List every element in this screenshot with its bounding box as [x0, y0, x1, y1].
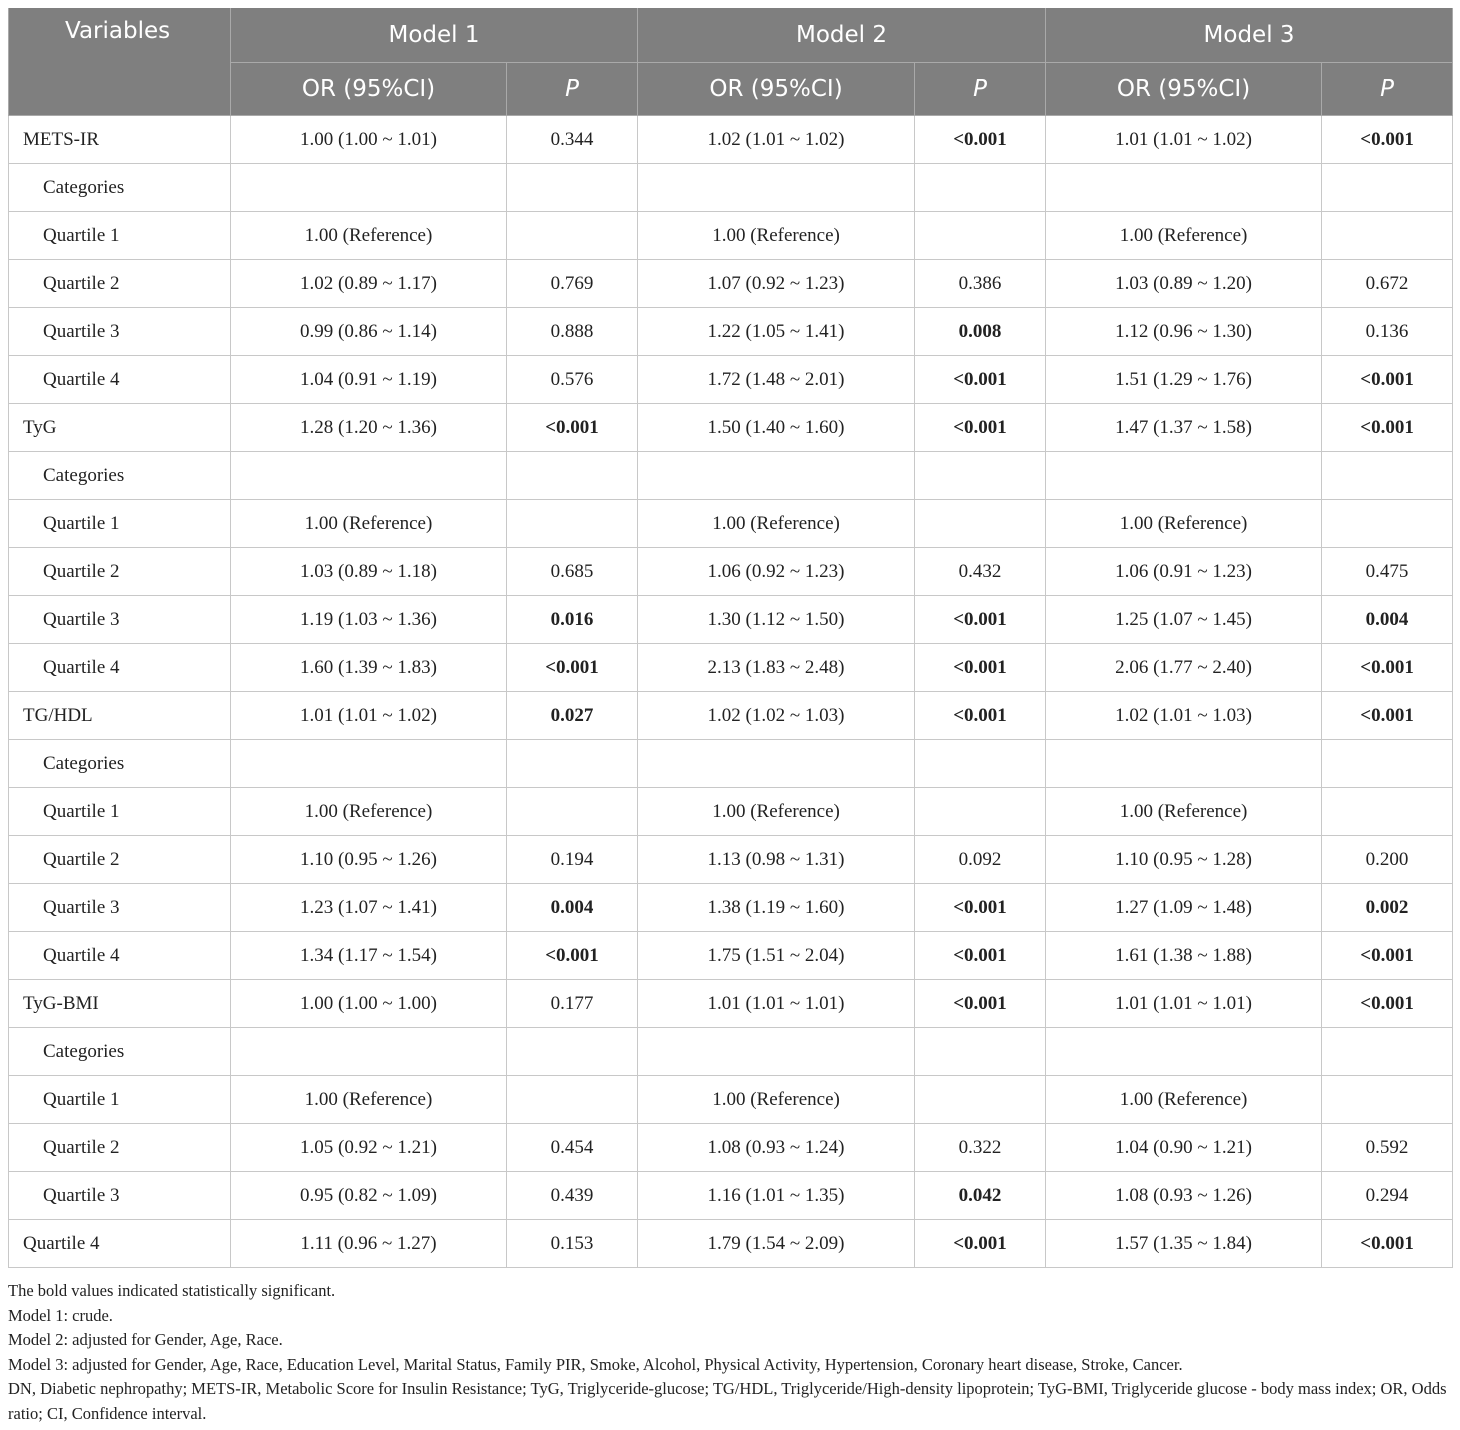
p-value-cell	[507, 1028, 638, 1076]
p-value-cell	[507, 164, 638, 212]
footnote: Model 3: adjusted for Gender, Age, Race, Education Level, Marital Status, Family PIR, Smoke, Alcohol, Physical Activity, Hypertension, Coronary heart disease, Stroke, Cancer.	[8, 1354, 1183, 1374]
row-label: Quartile 2	[9, 548, 231, 596]
table-row	[9, 1220, 1453, 1268]
odds-ratio-cell	[638, 740, 915, 788]
header-p: P	[1322, 63, 1453, 116]
odds-ratio-cell: 1.00 (Reference)	[231, 788, 507, 836]
table-row	[9, 596, 1453, 644]
p-value-cell	[507, 1076, 638, 1124]
p-value-cell	[915, 1028, 1046, 1076]
p-value-cell: <0.001	[915, 356, 1046, 404]
table-row	[9, 404, 1453, 452]
odds-ratio-cell: 1.02 (1.02 ~ 1.03)	[638, 692, 915, 740]
row-label: Quartile 2	[9, 1124, 231, 1172]
row-label: Quartile 3	[9, 308, 231, 356]
odds-ratio-cell: 1.12 (0.96 ~ 1.30)	[1046, 308, 1322, 356]
p-value-cell: <0.001	[1322, 404, 1453, 452]
odds-ratio-cell	[1046, 1028, 1322, 1076]
odds-ratio-cell	[638, 164, 915, 212]
odds-ratio-cell: 1.00 (Reference)	[231, 212, 507, 260]
p-value-cell: 0.136	[1322, 308, 1453, 356]
table-body	[9, 116, 1453, 1268]
p-value-cell	[915, 500, 1046, 548]
p-value-cell: 0.016	[507, 596, 638, 644]
p-value-cell: 0.888	[507, 308, 638, 356]
p-value-cell: <0.001	[1322, 692, 1453, 740]
p-value-cell: <0.001	[1322, 980, 1453, 1028]
odds-ratio-cell: 1.00 (1.00 ~ 1.01)	[231, 116, 507, 164]
table-row	[9, 212, 1453, 260]
odds-ratio-cell: 1.00 (Reference)	[1046, 500, 1322, 548]
p-value-cell: 0.576	[507, 356, 638, 404]
p-value-cell: <0.001	[915, 932, 1046, 980]
odds-ratio-cell: 1.25 (1.07 ~ 1.45)	[1046, 596, 1322, 644]
odds-ratio-cell	[231, 164, 507, 212]
table-row	[9, 1124, 1453, 1172]
p-value-cell: 0.344	[507, 116, 638, 164]
table-row	[9, 836, 1453, 884]
p-value-cell	[1322, 500, 1453, 548]
row-label: Categories	[9, 740, 231, 788]
odds-ratio-cell: 1.34 (1.17 ~ 1.54)	[231, 932, 507, 980]
header-or-ci: OR (95%CI)	[638, 63, 915, 116]
row-label: TG/HDL	[9, 692, 231, 740]
p-value-cell: <0.001	[915, 116, 1046, 164]
p-value-cell: <0.001	[1322, 356, 1453, 404]
p-value-cell	[915, 1076, 1046, 1124]
p-value-cell: 0.672	[1322, 260, 1453, 308]
odds-ratio-cell: 1.23 (1.07 ~ 1.41)	[231, 884, 507, 932]
odds-ratio-cell: 1.28 (1.20 ~ 1.36)	[231, 404, 507, 452]
table-row	[9, 932, 1453, 980]
row-label: Quartile 4	[9, 1220, 231, 1268]
footnote: DN, Diabetic nephropathy; METS-IR, Metabolic Score for Insulin Resistance; TyG, Triglyceride-glucose; TG/HDL, Triglyceride/High-density lipoprotein; TyG-BMI, Triglyceride glucose - body mass index; OR, Odds ratio; CI, Confidence interval.	[8, 1379, 1447, 1423]
odds-ratio-cell	[638, 452, 915, 500]
row-label: Quartile 3	[9, 596, 231, 644]
header-p: P	[915, 63, 1046, 116]
p-value-cell	[915, 452, 1046, 500]
p-value-cell: 0.008	[915, 308, 1046, 356]
table-row	[9, 884, 1453, 932]
row-label: Categories	[9, 452, 231, 500]
results-table	[8, 8, 1453, 1268]
odds-ratio-cell: 1.01 (1.01 ~ 1.02)	[231, 692, 507, 740]
table-row	[9, 500, 1453, 548]
row-label: Quartile 3	[9, 1172, 231, 1220]
odds-ratio-cell: 1.16 (1.01 ~ 1.35)	[638, 1172, 915, 1220]
odds-ratio-cell: 1.01 (1.01 ~ 1.02)	[1046, 116, 1322, 164]
header-model-1: Model 1	[231, 8, 638, 63]
p-value-cell	[507, 212, 638, 260]
table-row	[9, 1028, 1453, 1076]
header-variables: Variables	[9, 8, 231, 116]
row-label: Quartile 2	[9, 836, 231, 884]
odds-ratio-cell: 1.06 (0.91 ~ 1.23)	[1046, 548, 1322, 596]
odds-ratio-cell: 1.10 (0.95 ~ 1.26)	[231, 836, 507, 884]
odds-ratio-cell: 1.72 (1.48 ~ 2.01)	[638, 356, 915, 404]
table-row	[9, 164, 1453, 212]
odds-ratio-cell: 1.08 (0.93 ~ 1.24)	[638, 1124, 915, 1172]
p-value-cell	[1322, 452, 1453, 500]
p-value-cell: <0.001	[507, 932, 638, 980]
row-label: Quartile 4	[9, 356, 231, 404]
p-value-cell	[1322, 788, 1453, 836]
odds-ratio-cell: 2.06 (1.77 ~ 2.40)	[1046, 644, 1322, 692]
row-label: Quartile 1	[9, 212, 231, 260]
row-label: METS-IR	[9, 116, 231, 164]
row-label: Quartile 1	[9, 500, 231, 548]
odds-ratio-cell: 1.00 (Reference)	[231, 500, 507, 548]
odds-ratio-cell: 1.03 (0.89 ~ 1.18)	[231, 548, 507, 596]
table-row	[9, 788, 1453, 836]
row-label: Quartile 4	[9, 644, 231, 692]
p-value-cell: <0.001	[915, 404, 1046, 452]
p-value-cell: 0.004	[1322, 596, 1453, 644]
odds-ratio-cell: 1.47 (1.37 ~ 1.58)	[1046, 404, 1322, 452]
table-row	[9, 116, 1453, 164]
table-row	[9, 1076, 1453, 1124]
odds-ratio-cell: 1.08 (0.93 ~ 1.26)	[1046, 1172, 1322, 1220]
odds-ratio-cell: 1.10 (0.95 ~ 1.28)	[1046, 836, 1322, 884]
header-or-ci: OR (95%CI)	[1046, 63, 1322, 116]
p-value-cell: 0.386	[915, 260, 1046, 308]
p-value-cell: 0.685	[507, 548, 638, 596]
p-value-cell	[1322, 212, 1453, 260]
p-value-cell: 0.322	[915, 1124, 1046, 1172]
odds-ratio-cell: 1.02 (0.89 ~ 1.17)	[231, 260, 507, 308]
row-label: Categories	[9, 164, 231, 212]
p-value-cell: 0.294	[1322, 1172, 1453, 1220]
p-value-cell	[1322, 164, 1453, 212]
table-row	[9, 260, 1453, 308]
p-value-cell	[507, 452, 638, 500]
p-value-cell	[507, 788, 638, 836]
p-value-cell	[915, 740, 1046, 788]
odds-ratio-cell	[1046, 452, 1322, 500]
header-p: P	[507, 63, 638, 116]
p-value-cell: <0.001	[507, 404, 638, 452]
odds-ratio-cell: 1.00 (Reference)	[638, 788, 915, 836]
p-value-cell	[915, 788, 1046, 836]
table-row	[9, 692, 1453, 740]
odds-ratio-cell: 1.00 (Reference)	[638, 500, 915, 548]
p-value-cell: <0.001	[1322, 932, 1453, 980]
p-value-cell: 0.200	[1322, 836, 1453, 884]
odds-ratio-cell: 1.60 (1.39 ~ 1.83)	[231, 644, 507, 692]
odds-ratio-cell	[231, 740, 507, 788]
header-model-3: Model 3	[1046, 8, 1453, 63]
row-label: TyG	[9, 404, 231, 452]
odds-ratio-cell: 1.00 (Reference)	[638, 212, 915, 260]
odds-ratio-cell: 1.00 (Reference)	[1046, 788, 1322, 836]
table-row	[9, 1172, 1453, 1220]
p-value-cell: 0.004	[507, 884, 638, 932]
row-label: TyG-BMI	[9, 980, 231, 1028]
table-footnotes	[8, 1279, 1456, 1426]
p-value-cell: 0.092	[915, 836, 1046, 884]
odds-ratio-cell: 1.01 (1.01 ~ 1.01)	[638, 980, 915, 1028]
table-row	[9, 644, 1453, 692]
header-or-ci: OR (95%CI)	[231, 63, 507, 116]
p-value-cell	[507, 740, 638, 788]
odds-ratio-cell: 1.30 (1.12 ~ 1.50)	[638, 596, 915, 644]
p-value-cell: 0.194	[507, 836, 638, 884]
odds-ratio-cell: 0.95 (0.82 ~ 1.09)	[231, 1172, 507, 1220]
odds-ratio-cell: 1.27 (1.09 ~ 1.48)	[1046, 884, 1322, 932]
odds-ratio-cell: 1.75 (1.51 ~ 2.04)	[638, 932, 915, 980]
row-label: Quartile 4	[9, 932, 231, 980]
table-row	[9, 308, 1453, 356]
odds-ratio-cell: 1.01 (1.01 ~ 1.01)	[1046, 980, 1322, 1028]
p-value-cell: 0.002	[1322, 884, 1453, 932]
odds-ratio-cell	[1046, 164, 1322, 212]
table-row	[9, 740, 1453, 788]
odds-ratio-cell	[638, 1028, 915, 1076]
table-row	[9, 548, 1453, 596]
p-value-cell: <0.001	[1322, 1220, 1453, 1268]
odds-ratio-cell: 1.57 (1.35 ~ 1.84)	[1046, 1220, 1322, 1268]
odds-ratio-cell: 1.07 (0.92 ~ 1.23)	[638, 260, 915, 308]
row-label: Quartile 1	[9, 788, 231, 836]
p-value-cell: 0.439	[507, 1172, 638, 1220]
odds-ratio-cell: 0.99 (0.86 ~ 1.14)	[231, 308, 507, 356]
p-value-cell	[915, 164, 1046, 212]
odds-ratio-cell: 1.22 (1.05 ~ 1.41)	[638, 308, 915, 356]
odds-ratio-cell: 1.06 (0.92 ~ 1.23)	[638, 548, 915, 596]
p-value-cell: 0.475	[1322, 548, 1453, 596]
p-value-cell: 0.042	[915, 1172, 1046, 1220]
p-value-cell	[1322, 1076, 1453, 1124]
table-header	[9, 8, 1453, 116]
p-value-cell	[1322, 740, 1453, 788]
p-value-cell: 0.592	[1322, 1124, 1453, 1172]
p-value-cell: 0.432	[915, 548, 1046, 596]
p-value-cell: <0.001	[1322, 116, 1453, 164]
footnote: Model 1: crude.	[8, 1305, 113, 1325]
p-value-cell: <0.001	[915, 692, 1046, 740]
p-value-cell: <0.001	[915, 980, 1046, 1028]
p-value-cell: <0.001	[915, 1220, 1046, 1268]
row-label: Quartile 2	[9, 260, 231, 308]
odds-ratio-cell	[1046, 740, 1322, 788]
p-value-cell	[1322, 1028, 1453, 1076]
p-value-cell: 0.153	[507, 1220, 638, 1268]
odds-ratio-cell: 1.00 (Reference)	[1046, 1076, 1322, 1124]
odds-ratio-cell: 1.03 (0.89 ~ 1.20)	[1046, 260, 1322, 308]
p-value-cell: <0.001	[915, 884, 1046, 932]
footnote: Model 2: adjusted for Gender, Age, Race.	[8, 1330, 283, 1349]
odds-ratio-cell: 1.51 (1.29 ~ 1.76)	[1046, 356, 1322, 404]
p-value-cell: <0.001	[507, 644, 638, 692]
row-label: Quartile 3	[9, 884, 231, 932]
odds-ratio-cell: 1.05 (0.92 ~ 1.21)	[231, 1124, 507, 1172]
header-model-2: Model 2	[638, 8, 1046, 63]
odds-ratio-cell: 1.50 (1.40 ~ 1.60)	[638, 404, 915, 452]
p-value-cell: 0.027	[507, 692, 638, 740]
odds-ratio-cell: 1.00 (Reference)	[1046, 212, 1322, 260]
odds-ratio-cell: 1.61 (1.38 ~ 1.88)	[1046, 932, 1322, 980]
p-value-cell: 0.769	[507, 260, 638, 308]
odds-ratio-cell: 1.04 (0.91 ~ 1.19)	[231, 356, 507, 404]
p-value-cell	[915, 212, 1046, 260]
odds-ratio-cell: 1.00 (1.00 ~ 1.00)	[231, 980, 507, 1028]
table-row	[9, 452, 1453, 500]
odds-ratio-cell: 1.02 (1.01 ~ 1.02)	[638, 116, 915, 164]
table-row	[9, 980, 1453, 1028]
p-value-cell: <0.001	[1322, 644, 1453, 692]
odds-ratio-cell: 1.79 (1.54 ~ 2.09)	[638, 1220, 915, 1268]
p-value-cell: <0.001	[915, 644, 1046, 692]
row-label: Categories	[9, 1028, 231, 1076]
p-value-cell: 0.454	[507, 1124, 638, 1172]
p-value-cell	[507, 500, 638, 548]
row-label: Quartile 1	[9, 1076, 231, 1124]
p-value-cell: <0.001	[915, 596, 1046, 644]
odds-ratio-cell: 1.02 (1.01 ~ 1.03)	[1046, 692, 1322, 740]
odds-ratio-cell: 1.38 (1.19 ~ 1.60)	[638, 884, 915, 932]
odds-ratio-cell: 1.13 (0.98 ~ 1.31)	[638, 836, 915, 884]
odds-ratio-cell: 1.04 (0.90 ~ 1.21)	[1046, 1124, 1322, 1172]
odds-ratio-cell: 1.19 (1.03 ~ 1.36)	[231, 596, 507, 644]
footnote: The bold values indicated statistically significant.	[8, 1281, 336, 1300]
odds-ratio-cell	[231, 452, 507, 500]
odds-ratio-cell: 1.00 (Reference)	[231, 1076, 507, 1124]
odds-ratio-cell	[231, 1028, 507, 1076]
odds-ratio-cell: 1.00 (Reference)	[638, 1076, 915, 1124]
p-value-cell: 0.177	[507, 980, 638, 1028]
table-row	[9, 356, 1453, 404]
odds-ratio-cell: 2.13 (1.83 ~ 2.48)	[638, 644, 915, 692]
odds-ratio-cell: 1.11 (0.96 ~ 1.27)	[231, 1220, 507, 1268]
